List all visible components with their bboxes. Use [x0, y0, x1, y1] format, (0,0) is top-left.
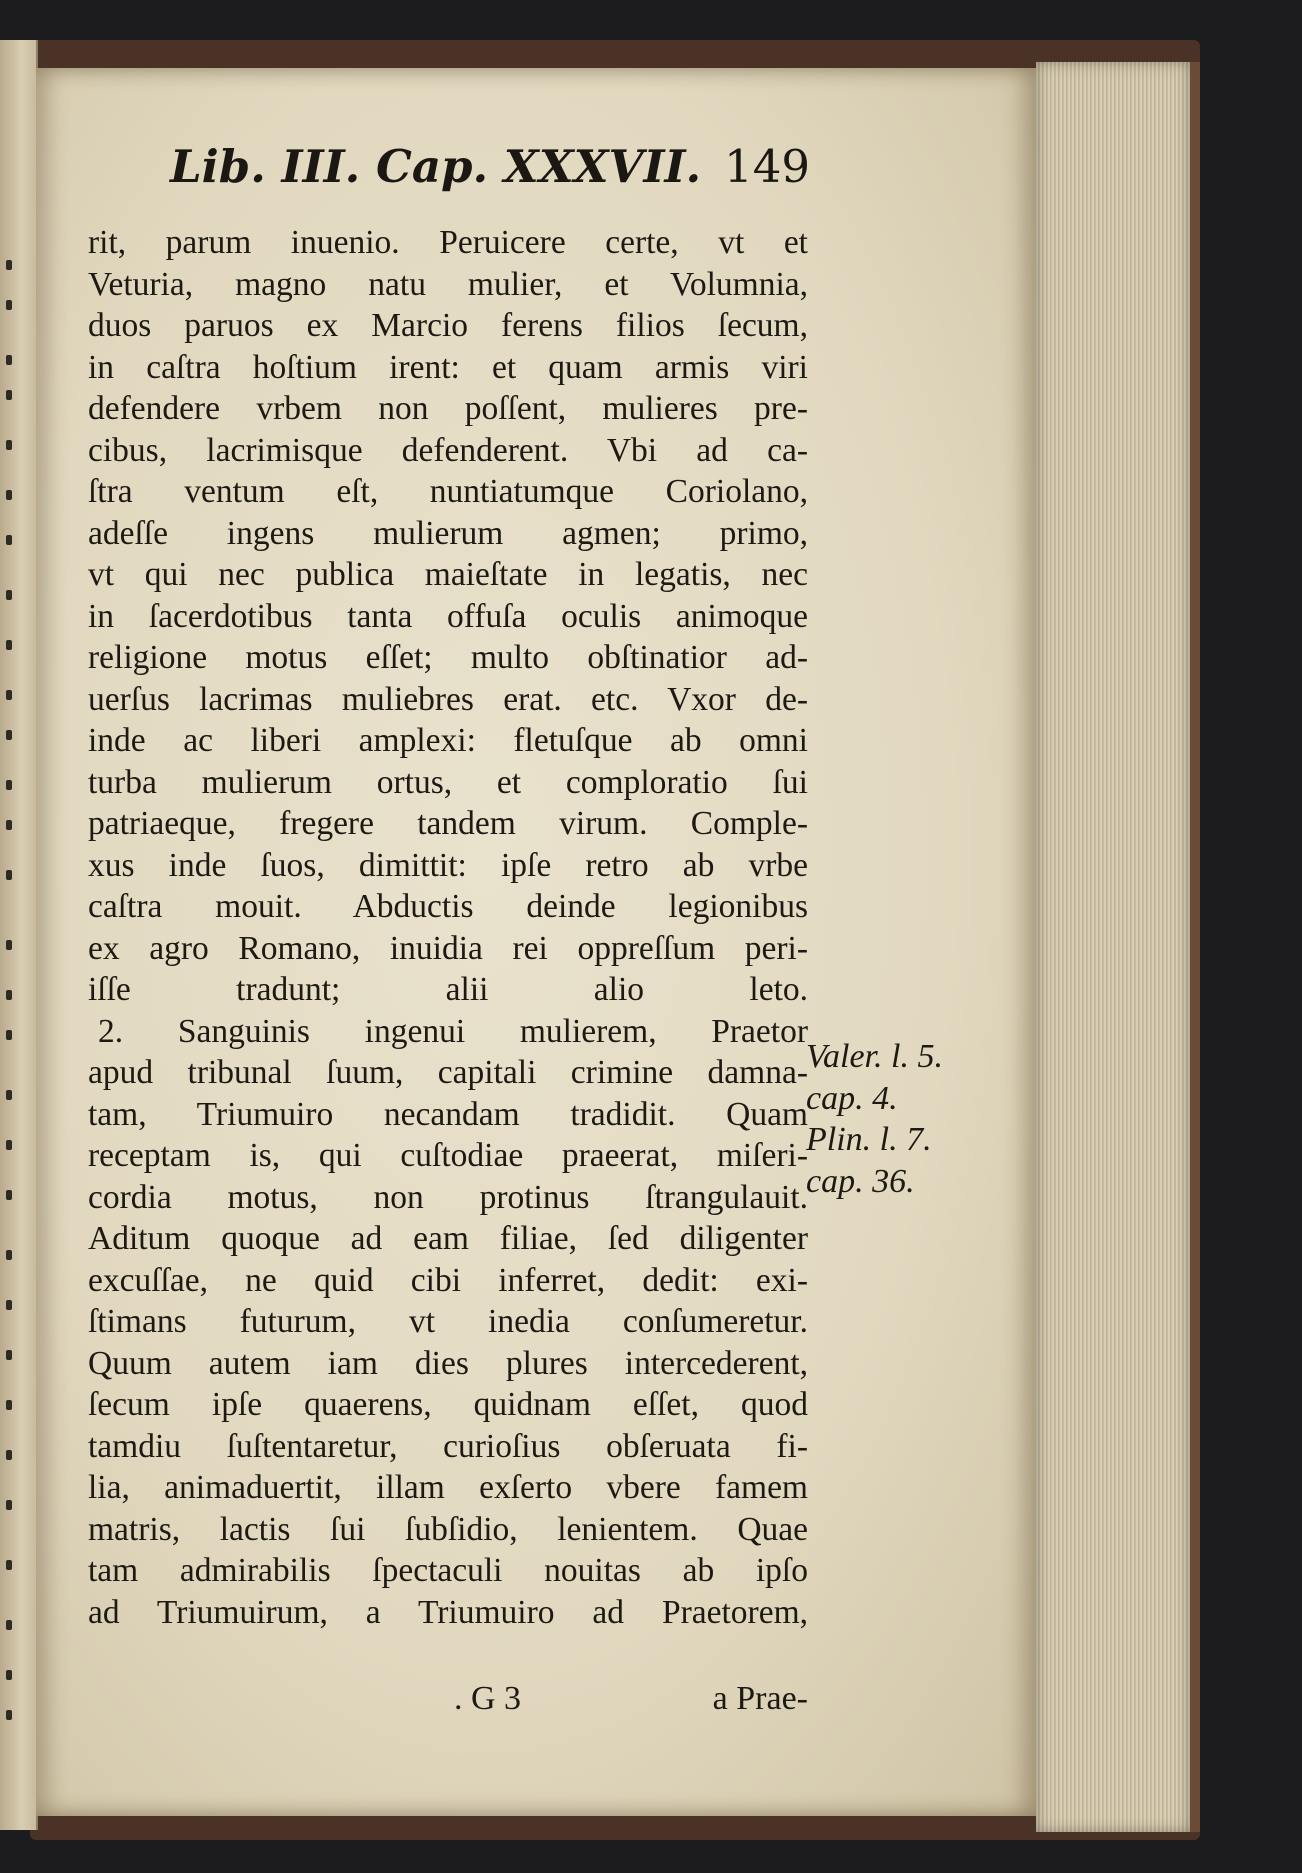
text-line: uerſus lacrimas muliebres erat. etc. Vxor de- — [88, 680, 808, 718]
body-text — [88, 222, 808, 1633]
text-line: Aditum quoque ad eam filiae, ſed diligenter — [88, 1220, 808, 1257]
text-line: in caſtra hoſtium irent: et quam armis viri — [88, 348, 808, 386]
bleed-mark — [6, 690, 12, 700]
text-line: ex agro Romano, inuidia rei oppreſſum peri- — [88, 929, 808, 967]
text-line: vt qui nec publica maieſtate in legatis, nec — [88, 556, 808, 593]
running-header — [170, 140, 810, 200]
bleed-mark — [6, 260, 12, 270]
marginal-note: Plin. l. 7. — [806, 1121, 932, 1158]
text-line: apud tribunal ſuum, capitali crimine damna- — [88, 1054, 808, 1091]
bleed-mark — [6, 390, 12, 400]
bleed-mark — [6, 730, 12, 740]
running-title: Lib. III. Cap. XXXVII. — [170, 140, 702, 193]
text-line: duos paruos ex Marcio ferens filios ſecum, — [88, 307, 808, 344]
text-line: iſſe tradunt; alii alio leto. — [88, 971, 808, 1008]
text-line: in ſacerdotibus tanta offuſa oculis animoque — [88, 597, 808, 635]
text-line: caſtra mouit. Abductis deinde legionibus — [88, 888, 808, 925]
text-line: receptam is, qui cuſtodiae praeerat, miſeri- — [88, 1137, 808, 1174]
text-line: tam, Triumuiro necandam tradidit. Quam — [88, 1095, 808, 1133]
bleed-mark — [6, 440, 12, 450]
bleed-mark — [6, 870, 12, 880]
text-line: ſecum ipſe quaerens, quidnam eſſet, quod — [88, 1386, 808, 1423]
signature-mark: . G 3 — [454, 1680, 522, 1717]
bleed-mark — [6, 300, 12, 310]
bleed-mark — [6, 820, 12, 830]
text-line: excuſſae, ne quid cibi inferret, dedit: exi- — [88, 1261, 808, 1299]
bleed-mark — [6, 355, 12, 365]
bleed-mark — [6, 1670, 12, 1680]
bleed-mark — [6, 535, 12, 545]
catchword: a Prae- — [712, 1680, 808, 1717]
text-line: adeſſe ingens mulierum agmen; primo, — [88, 514, 808, 552]
bleed-mark — [6, 1250, 12, 1260]
bleed-mark — [6, 1560, 12, 1570]
bleed-mark — [6, 1090, 12, 1100]
text-line: tam admirabilis ſpectaculi nouitas ab ipſo — [88, 1552, 808, 1589]
page-stack-edge — [1036, 62, 1200, 1832]
bleed-mark — [6, 780, 12, 790]
text-line: ad Triumuirum, a Triumuiro ad Praetorem, — [88, 1593, 808, 1631]
text-line: ſtimans futurum, vt inedia conſumeretur. — [88, 1303, 808, 1340]
bleed-mark — [6, 1300, 12, 1310]
bleed-through-marks — [2, 260, 24, 1760]
bleed-mark — [6, 1450, 12, 1460]
bleed-mark — [6, 1350, 12, 1360]
text-line: Quum autem iam dies plures intercederent, — [88, 1344, 808, 1382]
bleed-mark — [6, 1190, 12, 1200]
bleed-mark — [6, 490, 12, 500]
text-line: matris, lactis ſui ſubſidio, lenientem. Quae — [88, 1510, 808, 1548]
text-line: inde ac liberi amplexi: fletuſque ab omni — [88, 722, 808, 759]
bleed-mark — [6, 990, 12, 1000]
bleed-mark — [6, 1140, 12, 1150]
marginal-note: cap. 36. — [806, 1162, 915, 1200]
bleed-mark — [6, 1620, 12, 1630]
marginal-notes — [806, 1036, 976, 1202]
text-line: religione motus eſſet; multo obſtinatior ad- — [88, 639, 808, 676]
text-line: patriaeque, fregere tandem virum. Comple- — [88, 805, 808, 842]
page-footer — [88, 1680, 808, 1724]
text-line: turba mulierum ortus, et comploratio ſui — [88, 763, 808, 801]
text-line: tamdiu ſuſtentaretur, curioſius obſeruata fi- — [88, 1427, 808, 1465]
text-line: defendere vrbem non poſſent, mulieres pre- — [88, 390, 808, 427]
marginal-note: cap. 4. — [806, 1079, 898, 1117]
text-line: rit, parum inuenio. Peruicere certe, vt et — [88, 224, 808, 261]
bleed-mark — [6, 1400, 12, 1410]
bleed-mark — [6, 1500, 12, 1510]
text-line: lia, animaduertit, illam exſerto vbere famem — [88, 1469, 808, 1506]
text-line: Veturia, magno natu mulier, et Volumnia, — [88, 265, 808, 303]
text-line: ſtra ventum eſt, nuntiatumque Coriolano, — [88, 473, 808, 510]
previous-page-edge — [0, 40, 38, 1830]
page-number: 149 — [724, 140, 810, 193]
text-line: cibus, lacrimisque defenderent. Vbi ad ca- — [88, 431, 808, 469]
bleed-mark — [6, 940, 12, 950]
bleed-mark — [6, 590, 12, 600]
text-line: xus inde ſuos, dimittit: ipſe retro ab vrbe — [88, 846, 808, 884]
bleed-mark — [6, 640, 12, 650]
marginal-note: Valer. l. 5. — [806, 1038, 943, 1075]
bleed-mark — [6, 1710, 12, 1720]
bleed-mark — [6, 1030, 12, 1040]
text-line: 2. Sanguinis ingenui mulierem, Praetor — [98, 1012, 808, 1050]
text-line: cordia motus, non protinus ſtrangulauit. — [88, 1178, 808, 1216]
